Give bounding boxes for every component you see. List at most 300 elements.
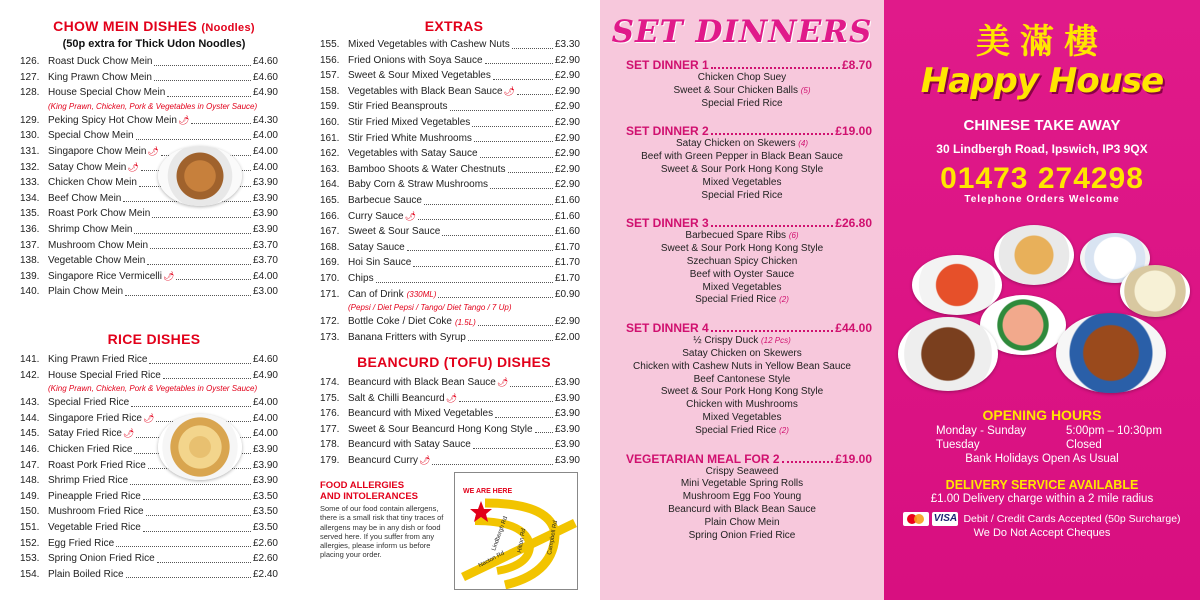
item-number: 137.: [20, 239, 40, 251]
dot-leader: [432, 464, 553, 465]
item-price: £3.30: [554, 39, 580, 51]
extras-list: [308, 37, 600, 345]
set-item-text: Beef with Green Pepper in Black Bean Sauce: [641, 151, 843, 163]
item-name: Chips: [348, 273, 374, 284]
item-number: 131.: [20, 146, 40, 158]
item-name: Peking Spicy Hot Chow Mein: [48, 114, 177, 126]
dot-leader: [782, 461, 834, 463]
item-price: £3.90: [252, 177, 278, 189]
dot-leader: [126, 577, 251, 578]
menu-item: [20, 504, 278, 520]
set-dinner-item: [600, 491, 884, 504]
set-item-quantity: (4): [798, 139, 809, 149]
menu-item: [20, 191, 278, 207]
item-price: £2.90: [554, 179, 580, 191]
menu-item: [20, 222, 278, 238]
spring-roll-plate-photo: [994, 225, 1074, 285]
dot-leader: [711, 330, 834, 332]
item-name: Vegetables with Satay Sauce: [348, 148, 478, 160]
item-price: £2.90: [554, 316, 580, 328]
set-item-text: Spring Onion Fried Rice: [688, 529, 796, 541]
set-item-text: Chicken with Cashew Nuts in Yellow Bean Sauce: [633, 360, 851, 372]
item-number: 141.: [20, 354, 40, 366]
item-price: £2.90: [554, 85, 580, 97]
menu-item: [320, 287, 580, 303]
menu-item: [320, 146, 580, 162]
item-price: £4.90: [252, 369, 278, 381]
set-item-quantity: (6): [788, 231, 799, 241]
menu-item: [320, 193, 580, 209]
item-price: £3.90: [252, 192, 278, 204]
chili-icon: 🌶: [142, 412, 155, 423]
phone-number[interactable]: 01473 274298: [940, 162, 1144, 195]
dot-leader: [143, 499, 251, 500]
set-dinner-item: [600, 138, 884, 151]
item-number: 148.: [20, 475, 40, 487]
set-dinner-item: [600, 348, 884, 361]
set-item-quantity: (2): [779, 295, 789, 305]
set-dinners-list: [600, 58, 884, 542]
item-price: £2.90: [554, 117, 580, 129]
chow-mein-subtitle: (50p extra for Thick Udon Noodles): [62, 38, 246, 50]
chow-mein-title-suffix: (Noodles): [201, 22, 255, 34]
item-name: Sweet & Sour Mixed Vegetables: [348, 70, 491, 82]
set-dinner-block: [600, 321, 884, 437]
beef-plate-photo: [898, 317, 998, 391]
dot-leader: [510, 386, 553, 387]
item-name: Spring Onion Fried Rice: [48, 553, 155, 565]
item-number: 168.: [320, 241, 340, 253]
extras-section: [308, 0, 600, 345]
item-price: £2.90: [554, 163, 580, 175]
menu-item: [320, 177, 580, 193]
item-price: £3.90: [252, 224, 278, 236]
dot-leader: [407, 250, 553, 251]
item-price: £3.00: [252, 286, 278, 298]
dot-leader: [480, 157, 553, 158]
item-name: Satay Fried Rice: [48, 428, 122, 440]
item-name: King Prawn Fried Rice: [48, 354, 148, 366]
item-price: £2.40: [252, 568, 278, 580]
menu-item: [320, 53, 580, 69]
item-price: £3.90: [554, 408, 580, 420]
dot-leader: [418, 219, 553, 220]
dot-leader: [146, 515, 251, 516]
item-number: 175.: [320, 392, 340, 404]
set-item-text: Mixed Vegetables: [702, 281, 782, 293]
set-item-text: Sweet & Sour Pork Hong Kong Style: [660, 243, 824, 255]
set-dinner-item: [600, 98, 884, 111]
item-note: (King Prawn, Chicken, Pork & Vegetables in Oyster Sauce): [48, 101, 258, 111]
set-dinner-title: [600, 216, 884, 230]
allergy-text: Some of our food contain allergens, there is a small risk that tiny traces of allergens may be in any dish or food served here. If you suffer from any allergies, please inform us before placing your order.: [320, 504, 444, 560]
chili-icon: 🌶: [503, 85, 515, 96]
map-road-3: Campbell Rd: [547, 520, 559, 556]
set-item-text: Beef Cantonese Style: [693, 373, 791, 385]
menu-item: [20, 352, 278, 368]
item-price: £2.60: [252, 537, 278, 549]
item-number: 153.: [20, 553, 40, 565]
map-graphic: [455, 473, 577, 589]
chili-icon: 🌶: [419, 455, 431, 466]
item-number: 140.: [20, 286, 40, 298]
address: 30 Lindbergh Road, Ipswich, IP3 9QX: [936, 142, 1148, 156]
item-number: 133.: [20, 177, 40, 189]
bank-holidays-note: Bank Holidays Open As Usual: [965, 453, 1119, 465]
dot-leader: [413, 266, 553, 267]
set-item-text: Sweet & Sour Pork Hong Kong Style: [660, 386, 824, 398]
set-item-quantity: (5): [800, 85, 811, 95]
item-name: Beancurd Curry: [348, 455, 419, 467]
set-item-text: Special Fried Rice: [701, 97, 783, 109]
dot-leader: [478, 325, 553, 326]
item-name: Singapore Rice Vermicelli: [48, 270, 162, 282]
set-item-text: Mushroom Egg Foo Young: [682, 491, 802, 503]
item-number: 129.: [20, 114, 40, 126]
item-number: 167.: [320, 226, 340, 238]
item-name: Hoi Sin Sauce: [348, 257, 412, 269]
dot-leader: [154, 65, 250, 66]
item-price: £3.90: [554, 423, 580, 435]
item-number: 132.: [20, 161, 40, 173]
set-item-text: ½ Crispy Duck: [693, 335, 759, 347]
item-price: £2.00: [554, 331, 580, 343]
map-road-1: Lindbergh Rd: [491, 515, 510, 552]
dot-leader: [147, 264, 251, 265]
dot-leader: [167, 96, 251, 97]
menu-item: [320, 162, 580, 178]
set-item-text: Mini Vegetable Spring Rolls: [680, 478, 804, 490]
item-price: £1.70: [554, 273, 580, 284]
menu-item: [20, 284, 278, 300]
dot-leader: [474, 141, 553, 142]
item-price: £4.00: [252, 428, 278, 440]
item-price: £4.60: [252, 354, 278, 366]
item-quantity: (1.5L): [454, 317, 476, 327]
item-number: 179.: [320, 455, 340, 467]
item-price: £4.00: [252, 397, 278, 409]
hours-time: Closed: [1066, 439, 1102, 451]
set-dinner-price: £19.00: [835, 451, 872, 466]
item-number: 155.: [320, 39, 340, 51]
dot-leader: [442, 235, 553, 236]
menu-item: [20, 144, 278, 160]
item-price: £2.60: [252, 553, 278, 565]
item-price: £3.70: [252, 239, 278, 251]
item-number: 135.: [20, 208, 40, 220]
allergy-title-1: FOOD ALLERGIES: [320, 480, 405, 491]
menu-item: [20, 238, 278, 254]
item-name: Stir Fried Mixed Vegetables: [348, 117, 471, 129]
item-price: £3.90: [252, 459, 278, 471]
menu-item: [20, 368, 278, 384]
item-name: Vegetables with Black Bean Sauce: [348, 85, 503, 97]
dot-leader: [495, 417, 553, 418]
item-name: Bamboo Shoots & Water Chestnuts: [348, 163, 506, 175]
item-number: 156.: [320, 54, 340, 66]
mastercard-icon: [903, 512, 929, 526]
item-name: Chicken Chow Mein: [48, 177, 137, 189]
item-name: House Special Chow Mein: [48, 87, 166, 99]
location-map: [454, 472, 578, 590]
item-price: £3.90: [252, 208, 278, 220]
menu-item: [20, 269, 278, 285]
set-dinner-title: [600, 124, 884, 138]
chili-icon: 🌶: [496, 377, 509, 388]
menu-item: [320, 453, 580, 469]
item-name: Plain Boiled Rice: [48, 568, 124, 580]
item-quantity: (330ML): [406, 290, 437, 300]
dot-leader: [493, 79, 553, 80]
item-price: £4.00: [252, 130, 278, 142]
item-note: (Pepsi / Diet Pepsi / Tango/ Diet Tango / 7 Up): [348, 303, 512, 313]
item-name: Mixed Vegetables with Cashew Nuts: [348, 39, 510, 51]
set-dinner-item: [600, 164, 884, 177]
item-price: £2.90: [554, 70, 580, 82]
item-name: Special Fried Rice: [48, 397, 130, 409]
item-price: £4.60: [252, 71, 278, 83]
set-item-quantity: (2): [779, 425, 789, 435]
item-number: 152.: [20, 537, 40, 549]
menu-item: [320, 375, 580, 391]
rice-list: [0, 352, 308, 582]
item-number: 147.: [20, 459, 40, 471]
set-item-text: Special Fried Rice: [701, 189, 783, 201]
chow-mein-photo: [158, 146, 242, 206]
dot-leader: [143, 531, 251, 532]
rice-section: [0, 331, 308, 582]
set-dinner-item: [600, 282, 884, 295]
item-number: 176.: [320, 408, 340, 420]
no-cheques-text: We Do Not Accept Cheques: [973, 527, 1111, 539]
set-dinner-item: [600, 466, 884, 479]
item-name: Stir Fried Beansprouts: [348, 101, 448, 113]
dot-leader: [150, 248, 251, 249]
item-name: House Special Fried Rice: [48, 369, 161, 381]
item-name: Mushroom Chow Mein: [48, 239, 149, 251]
menu-item: [20, 128, 278, 144]
item-number: 161.: [320, 132, 340, 144]
item-number: 178.: [320, 439, 340, 451]
item-name: Plain Chow Mein: [48, 286, 124, 298]
item-number: 166.: [320, 210, 340, 222]
menu-item: [320, 240, 580, 256]
item-note: (King Prawn, Chicken, Pork & Vegetables in Oyster Sauce): [48, 384, 258, 394]
hours-time: 5:00pm – 10:30pm: [1066, 425, 1162, 437]
item-price: £3.90: [252, 475, 278, 487]
set-item-text: Sweet & Sour Chicken Balls: [673, 84, 798, 96]
set-item-text: Crispy Seaweed: [705, 465, 779, 477]
map-road-2: Hilton Rd: [517, 527, 528, 554]
dot-leader: [154, 80, 251, 81]
item-price: £3.50: [252, 490, 278, 502]
set-dinner-block: [600, 124, 884, 202]
menu-item: [320, 255, 580, 271]
item-price: £4.90: [252, 87, 278, 99]
allergy-title-2: AND INTOLERANCES: [320, 491, 418, 502]
opening-hours-title: OPENING HOURS: [982, 407, 1102, 423]
set-dinner-item: [600, 517, 884, 530]
item-price: £4.00: [252, 161, 278, 173]
chili-icon: 🌶: [122, 428, 135, 439]
cover-panel: [884, 0, 1200, 600]
item-name: Beancurd with Satay Sauce: [348, 439, 471, 451]
menu-item: [20, 113, 278, 129]
dot-leader: [424, 204, 553, 205]
item-number: 146.: [20, 444, 40, 456]
pancake-plate-photo: [1120, 265, 1190, 317]
set-dinner-price: £8.70: [841, 58, 872, 72]
item-number: 145.: [20, 428, 40, 440]
set-dinners-panel: [600, 0, 884, 600]
item-name: Salt & Chilli Beancurd: [348, 392, 445, 404]
item-name: Fried Onions with Soya Sauce: [348, 54, 483, 66]
set-dinner-block: [600, 58, 884, 110]
item-number: 151.: [20, 522, 40, 534]
dot-leader: [131, 406, 251, 407]
menu-item: [320, 330, 580, 346]
item-name: Shrimp Chow Mein: [48, 224, 133, 236]
delivery-text: £1.00 Delivery charge within a 2 mile radius: [930, 493, 1154, 505]
set-dinner-item: [600, 504, 884, 517]
chow-mein-section: [0, 0, 308, 300]
set-dinner-item: [600, 243, 884, 256]
dot-leader: [176, 279, 251, 280]
set-item-text: Beef with Oyster Sauce: [689, 268, 795, 280]
item-number: 157.: [320, 70, 340, 82]
menu-item: [320, 68, 580, 84]
set-dinner-block: [600, 452, 884, 543]
item-name: Stir Fried White Mushrooms: [348, 132, 472, 144]
item-name: Special Chow Mein: [48, 130, 134, 142]
dot-leader: [116, 546, 251, 547]
allergy-notice: [320, 480, 450, 560]
item-name: King Prawn Chow Mein: [48, 71, 152, 83]
set-dinner-name: SET DINNER 4: [626, 321, 709, 336]
item-number: 163.: [320, 163, 340, 175]
dot-leader: [473, 448, 553, 449]
menu-item: [20, 70, 278, 86]
menu-item: [320, 391, 580, 407]
item-name: Singapore Chow Mein: [48, 146, 147, 158]
set-dinner-price: £19.00: [835, 124, 872, 139]
item-name: Chicken Fried Rice: [48, 444, 133, 456]
item-name: Vegetable Chow Mein: [48, 255, 146, 267]
item-name: Roast Pork Chow Mein: [48, 208, 151, 220]
item-number: 162.: [320, 148, 340, 160]
set-dinner-title: [600, 452, 884, 466]
chili-icon: 🌶: [445, 392, 458, 403]
set-item-text: Barbecued Spare Ribs: [685, 230, 787, 242]
item-price: £2.90: [554, 101, 580, 113]
item-name: Curry Sauce: [348, 210, 404, 222]
set-dinner-title: [600, 58, 884, 72]
item-number: 138.: [20, 255, 40, 267]
set-item-text: Sweet & Sour Pork Hong Kong Style: [660, 163, 824, 175]
set-dinner-item: [600, 425, 884, 438]
item-number: 172.: [320, 316, 340, 328]
dot-leader: [535, 432, 553, 433]
dot-leader: [136, 139, 251, 140]
menu-item: [320, 99, 580, 115]
menu-item: [20, 520, 278, 536]
set-dinner-item: [600, 269, 884, 282]
dot-leader: [191, 123, 251, 124]
payment-cards-row: [884, 512, 1200, 526]
beancurd-title: BEANCURD (TOFU) DISHES: [357, 354, 551, 370]
dot-leader: [450, 110, 553, 111]
menu-item: [20, 411, 278, 427]
extras-title: EXTRAS: [424, 18, 484, 34]
chow-mein-list: [0, 54, 308, 300]
item-price: £1.60: [554, 195, 580, 207]
item-number: 177.: [320, 423, 340, 435]
item-number: 173.: [320, 331, 340, 343]
chili-icon: 🌶: [147, 146, 159, 157]
item-name: Satay Chow Mein: [48, 161, 127, 173]
item-number: 171.: [320, 288, 340, 300]
set-item-text: Special Fried Rice: [695, 424, 777, 436]
item-number: 130.: [20, 130, 40, 142]
dot-leader: [512, 48, 553, 49]
set-item-text: Beancurd with Black Bean Sauce: [668, 503, 816, 515]
item-price: £0.90: [554, 288, 580, 300]
menu-item: [20, 253, 278, 269]
item-name: Vegetable Fried Rice: [48, 522, 141, 534]
item-number: 169.: [320, 257, 340, 269]
item-number: 164.: [320, 179, 340, 191]
dot-leader: [711, 67, 840, 69]
opening-hours-list: [884, 424, 1200, 452]
menu-item: [320, 131, 580, 147]
item-name: Baby Corn & Straw Mushrooms: [348, 179, 489, 191]
item-number: 134.: [20, 192, 40, 204]
roast-duck-plate-photo: [1056, 313, 1166, 393]
menu-item: [320, 84, 580, 100]
dot-leader: [490, 188, 553, 189]
item-number: 127.: [20, 71, 40, 83]
set-dinner-name: SET DINNER 3: [626, 216, 709, 231]
menu-item: [320, 437, 580, 453]
item-price: £2.90: [554, 148, 580, 160]
item-price: £3.90: [252, 444, 278, 456]
set-dinner-item: [600, 177, 884, 190]
set-item-text: Mixed Vegetables: [702, 176, 782, 188]
menu-item: [320, 37, 580, 53]
food-collage-photo: [884, 225, 1200, 417]
menu-item: [20, 54, 278, 70]
set-dinner-item: [600, 151, 884, 164]
set-dinner-item: [600, 412, 884, 425]
set-item-text: Special Fried Rice: [695, 294, 777, 306]
menu-item: [20, 395, 278, 411]
item-price: £4.30: [252, 114, 278, 126]
item-price: £4.60: [252, 56, 278, 68]
set-dinner-name: SET DINNER 2: [626, 124, 709, 139]
item-price: £3.90: [554, 455, 580, 467]
item-price: £3.70: [252, 255, 278, 267]
item-number: 149.: [20, 490, 40, 502]
dot-leader: [125, 295, 251, 296]
chinese-name: 美滿樓: [976, 23, 1108, 61]
set-dinner-item: [600, 256, 884, 269]
item-name: Sweet & Sour Sauce: [348, 226, 441, 238]
set-dinners-heading: SET DINNERS: [611, 14, 873, 50]
item-name: Barbecue Sauce: [348, 195, 422, 207]
menu-item: [320, 422, 580, 438]
item-price: £3.90: [554, 392, 580, 404]
item-name: Mushroom Fried Rice: [48, 506, 144, 518]
